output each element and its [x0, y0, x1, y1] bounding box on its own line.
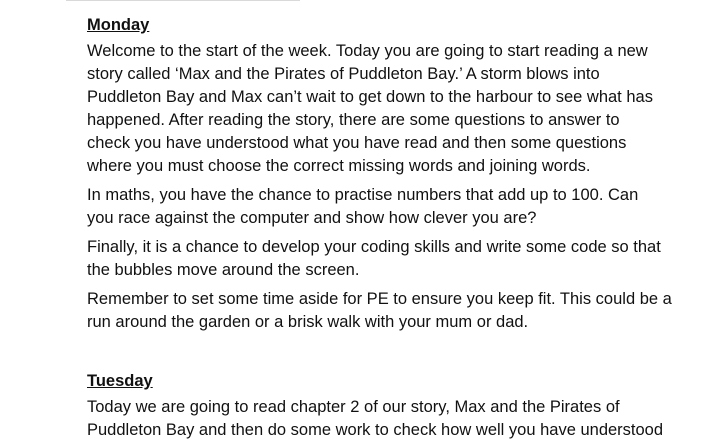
section-heading-monday: Monday	[87, 16, 150, 34]
text-line: Finally, it is a chance to develop your coding skills and write some code so that	[87, 238, 661, 256]
section-tuesday	[87, 370, 707, 440]
text-line: In maths, you have the chance to practise numbers that add up to 100. Can	[87, 186, 639, 204]
text-line: you race against the computer and show how clever you are?	[87, 209, 537, 227]
text-line: check you have understood what you have read and then some questions	[87, 134, 627, 152]
text-line: run around the garden or a brisk walk with your mum or dad.	[87, 313, 529, 331]
text-line: Puddleton Bay and then do some work to check how well you have understood	[87, 421, 664, 439]
text-line: happened. After reading the story, there are some questions to answer to	[87, 111, 620, 129]
text-line: Remember to set some time aside for PE to ensure you keep fit. This could be a	[87, 290, 672, 308]
text-line: the bubbles move around the screen.	[87, 261, 360, 279]
paragraph-maths	[87, 184, 707, 230]
text-line: story called ‘Max and the Pirates of Puddleton Bay.’ A storm blows into	[87, 65, 600, 83]
section-spacer	[87, 340, 707, 370]
text-line: Welcome to the start of the week. Today you are going to start reading a new	[87, 42, 648, 60]
text-line: where you must choose the correct missing words and joining words.	[87, 157, 591, 175]
text-line: Puddleton Bay and Max can’t wait to get down to the harbour to see what has	[87, 88, 653, 106]
paragraph-tuesday-reading	[87, 396, 707, 440]
header-rule	[66, 0, 300, 1]
paragraph-coding	[87, 236, 707, 282]
text-line: Today we are going to read chapter 2 of our story, Max and the Pirates of	[87, 398, 620, 416]
paragraph-pe	[87, 288, 707, 334]
document-content	[87, 14, 707, 440]
section-heading-tuesday: Tuesday	[87, 372, 153, 390]
paragraph-reading	[87, 40, 707, 178]
section-monday	[87, 14, 707, 334]
